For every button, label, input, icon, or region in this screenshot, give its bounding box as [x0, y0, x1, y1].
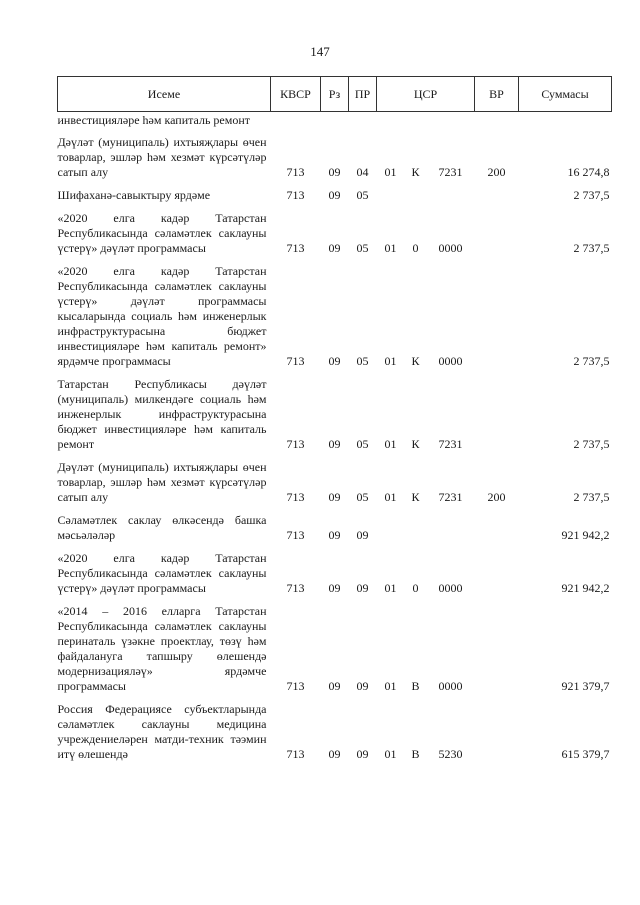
cell-kvsr: 713 — [286, 581, 305, 595]
cell-kvsr: 713 — [286, 679, 305, 693]
cell-vr — [475, 601, 519, 699]
cell-sum — [519, 112, 612, 133]
cell-csr-direction: 7231 — [438, 437, 463, 451]
header-pr: ПР — [349, 77, 377, 112]
table-row — [58, 374, 612, 457]
cell-kvsr: 713 — [286, 354, 305, 368]
cell-pr — [349, 112, 377, 133]
cell-rz: 09 — [328, 241, 341, 255]
cell-kvsr: 713 — [286, 747, 305, 761]
cell-csr-program: 01 — [384, 747, 397, 761]
cell-kvsr: 713 — [286, 490, 305, 504]
cell-name: Россия Федерациясе субъектларында сәламәтлек саклауны медицина учреждениеләрен матди-техник тәэмин итү өлешендә — [57, 702, 267, 761]
cell-csr-subprogram: 0 — [412, 581, 419, 595]
cell-kvsr — [271, 112, 321, 133]
cell-csr-subprogram — [405, 185, 427, 208]
cell-sum: 921 379,7 — [561, 679, 610, 693]
cell-kvsr: 713 — [286, 437, 305, 451]
table-row — [58, 132, 612, 185]
table-row — [58, 261, 612, 374]
cell-rz: 09 — [328, 528, 341, 542]
cell-name: Дәүләт (муниципаль) ихтыяҗлары өчен товарлар, эшләр һәм хезмәт күрсәтүләр сатып алу — [57, 460, 267, 504]
cell-name: Дәүләт (муниципаль) ихтыяҗлары өчен товарлар, эшләр һәм хезмәт күрсәтүләр сатып алу — [57, 135, 267, 179]
header-kvsr: КВСР — [271, 77, 321, 112]
cell-csr-subprogram: К — [411, 437, 420, 451]
cell-pr: 05 — [356, 490, 369, 504]
cell-name: Сәламәтлек саклау өлкәсендә башка мәсьәләләр — [57, 513, 267, 542]
cell-csr-direction: 5230 — [438, 747, 463, 761]
cell-csr-program: 01 — [384, 490, 397, 504]
cell-rz — [321, 112, 349, 133]
cell-name: «2020 елга кадәр Татарстан Республикасында сәламәтлек саклауны үстерү» дәүләт программасы — [57, 211, 267, 255]
cell-vr — [475, 261, 519, 374]
cell-csr-subprogram — [405, 112, 427, 133]
cell-pr: 05 — [356, 188, 369, 202]
cell-sum: 16 274,8 — [567, 165, 610, 179]
cell-csr-direction: 0000 — [438, 354, 463, 368]
cell-csr-subprogram: К — [411, 165, 420, 179]
cell-csr-subprogram: К — [411, 490, 420, 504]
cell-csr-program: 01 — [384, 165, 397, 179]
cell-sum: 615 379,7 — [561, 747, 610, 761]
cell-csr-program: 01 — [384, 581, 397, 595]
cell-kvsr: 713 — [286, 241, 305, 255]
header-vr: ВР — [475, 77, 519, 112]
cell-csr-program: 01 — [384, 241, 397, 255]
cell-pr: 05 — [356, 241, 369, 255]
cell-kvsr: 713 — [286, 165, 305, 179]
cell-csr-program — [377, 185, 405, 208]
table-row — [58, 548, 612, 601]
cell-name: Шифаханә-савыктыру ярдәме — [57, 188, 211, 202]
cell-rz: 09 — [328, 679, 341, 693]
page-number: 147 — [310, 44, 330, 59]
cell-pr: 05 — [356, 437, 369, 451]
cell-sum: 921 942,2 — [561, 581, 610, 595]
cell-vr — [475, 548, 519, 601]
table-row — [58, 457, 612, 510]
cell-name: инвестицияләре һәм капиталь ремонт — [57, 113, 251, 127]
cell-csr-direction — [427, 510, 475, 548]
cell-sum: 2 737,5 — [573, 241, 610, 255]
table-header — [58, 77, 612, 112]
table-row — [58, 185, 612, 208]
cell-pr: 09 — [356, 747, 369, 761]
cell-csr-subprogram: К — [411, 354, 420, 368]
budget-table — [57, 76, 612, 767]
cell-csr-subprogram: В — [411, 679, 420, 693]
cell-csr-direction: 0000 — [438, 679, 463, 693]
cell-csr-subprogram: В — [411, 747, 420, 761]
table-row — [58, 699, 612, 767]
cell-name: «2014 – 2016 елларга Татарстан Республикасында сәламәтлек саклауны перинаталь үзәкне проектлау, төзү һәм файдалануга тапшыру өлешендә модернизацияләү» ярдәмче программасы — [57, 604, 267, 693]
table-row — [58, 510, 612, 548]
cell-csr-program: 01 — [384, 437, 397, 451]
cell-name: «2020 елга кадәр Татарстан Республикасында сәламәтлек саклауны үстерү» дәүләт программасы кысаларында социаль һәм инженерлык инфраструктурасына бюджет инвестицияләре һәм капиталь ремонт» ярдәмче программасы — [57, 264, 267, 368]
cell-csr-subprogram — [405, 510, 427, 548]
cell-sum: 2 737,5 — [573, 354, 610, 368]
cell-csr-program — [377, 510, 405, 548]
cell-csr-program: 01 — [384, 354, 397, 368]
cell-vr — [475, 374, 519, 457]
cell-csr-direction: 7231 — [438, 490, 463, 504]
header-rz: Рз — [321, 77, 349, 112]
cell-vr — [475, 112, 519, 133]
cell-sum: 2 737,5 — [573, 188, 610, 202]
cell-csr-program — [377, 112, 405, 133]
cell-name: Татарстан Республикасы дәүләт (муниципаль) милкендәге социаль һәм инженерлык инфраструктурасына бюджет инвестицияләре һәм капиталь ремонт — [57, 377, 267, 451]
cell-pr: 09 — [356, 679, 369, 693]
table-row — [58, 601, 612, 699]
cell-rz: 09 — [328, 354, 341, 368]
header-name: Исеме — [58, 77, 271, 112]
cell-name: «2020 елга кадәр Татарстан Республикасында сәламәтлек саклауны үстерү» дәүләт программасы — [57, 551, 267, 595]
cell-vr — [475, 510, 519, 548]
header-csr: ЦСР — [377, 77, 475, 112]
cell-csr-direction: 7231 — [438, 165, 463, 179]
cell-csr-program: 01 — [384, 679, 397, 693]
cell-pr: 09 — [356, 528, 369, 542]
cell-vr — [475, 699, 519, 767]
cell-sum: 2 737,5 — [573, 437, 610, 451]
cell-pr: 04 — [356, 165, 369, 179]
cell-rz: 09 — [328, 165, 341, 179]
cell-rz: 09 — [328, 581, 341, 595]
cell-vr: 200 — [487, 490, 506, 504]
cell-pr: 09 — [356, 581, 369, 595]
cell-rz: 09 — [328, 188, 341, 202]
header-sum: Суммасы — [519, 77, 612, 112]
cell-kvsr: 713 — [286, 528, 305, 542]
cell-rz: 09 — [328, 490, 341, 504]
cell-csr-direction: 0000 — [438, 581, 463, 595]
cell-sum: 921 942,2 — [561, 528, 610, 542]
cell-kvsr: 713 — [286, 188, 305, 202]
cell-csr-direction: 0000 — [438, 241, 463, 255]
cell-csr-subprogram: 0 — [412, 241, 419, 255]
cell-vr — [475, 185, 519, 208]
cell-vr — [475, 208, 519, 261]
cell-vr: 200 — [487, 165, 506, 179]
cell-csr-direction — [427, 112, 475, 133]
cell-rz: 09 — [328, 437, 341, 451]
table-row — [58, 208, 612, 261]
cell-csr-direction — [427, 185, 475, 208]
cell-pr: 05 — [356, 354, 369, 368]
cell-sum: 2 737,5 — [573, 490, 610, 504]
cell-rz: 09 — [328, 747, 341, 761]
table-row — [58, 112, 612, 133]
